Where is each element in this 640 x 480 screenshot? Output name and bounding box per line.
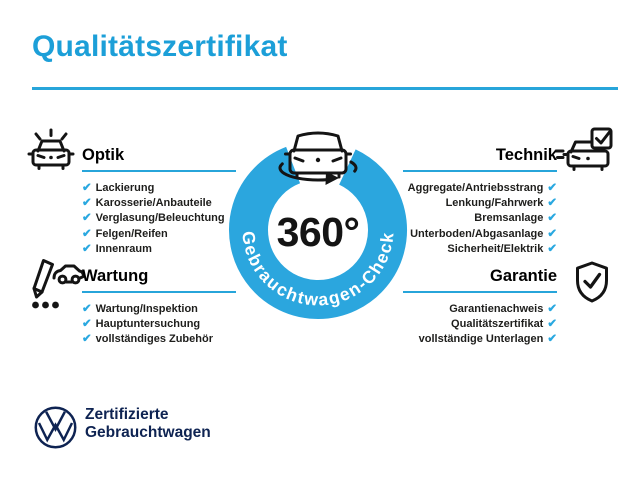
checklist-item-label: Unterboden/Abgasanlage: [410, 227, 544, 240]
degree-label: 360°: [276, 209, 360, 255]
check-icon: ✔: [547, 182, 557, 194]
checklist-item-label: Qualitätszertifikat: [451, 318, 544, 331]
vw-logo: [33, 405, 78, 450]
checklist-item-label: Lackierung: [95, 182, 155, 194]
optik-checklist: [82, 181, 236, 257]
checklist-item-label: vollständiges Zubehör: [95, 333, 213, 346]
section-technik-heading: Technik: [403, 146, 557, 172]
checklist-item: [82, 196, 236, 211]
checklist-item: [82, 211, 236, 226]
checklist-item-label: Lenkung/Fahrwerk: [445, 197, 544, 210]
checklist-item-label: Hauptuntersuchung: [95, 318, 201, 331]
check-icon: ✔: [82, 242, 92, 255]
brand-text-line2: Gebrauchtwagen: [85, 423, 211, 441]
checklist-item-label: vollständige Unterlagen: [418, 333, 544, 346]
section-technik: [403, 146, 557, 257]
check-icon: ✔: [547, 242, 557, 255]
checklist-item-label: Wartung/Inspektion: [95, 303, 198, 315]
check-icon: ✔: [82, 303, 92, 315]
section-optik-heading: Optik: [82, 146, 236, 172]
service-checklist-icon: [26, 256, 84, 316]
check-icon: ✔: [547, 333, 557, 346]
checklist-item: [82, 302, 236, 317]
checklist-item-label: Sicherheit/Elektrik: [447, 242, 544, 255]
checklist-item: [82, 332, 236, 347]
checklist-item: [403, 317, 557, 332]
checklist-item-label: Bremsanlage: [474, 212, 544, 225]
shield-check-icon: [573, 260, 611, 304]
checklist-item: [403, 302, 557, 317]
check-icon: ✔: [547, 318, 557, 331]
brand-text-line1: Zertifizierte: [85, 406, 169, 423]
ring-label: Gebrauchtwagen-Check: [238, 229, 398, 310]
wartung-checklist: [82, 302, 236, 348]
car-checkbox-icon: [554, 126, 614, 176]
check-icon: ✔: [547, 303, 557, 315]
car-360-icon: [280, 133, 356, 180]
check-icon: ✔: [547, 227, 557, 240]
checklist-item: [403, 242, 557, 257]
check-icon: ✔: [82, 212, 92, 225]
section-wartung: [82, 267, 236, 348]
section-wartung-heading: Wartung: [82, 267, 236, 293]
checklist-item-label: Garantienachweis: [449, 303, 544, 315]
checklist-item: [82, 242, 236, 257]
header-divider: [32, 87, 618, 90]
checklist-item: [82, 227, 236, 242]
garantie-checklist: [403, 302, 557, 348]
check-icon: ✔: [82, 182, 92, 194]
checklist-item: [403, 181, 557, 196]
checklist-item: [403, 196, 557, 211]
checklist-item-label: Innenraum: [95, 242, 152, 255]
check-icon: ✔: [547, 212, 557, 225]
check-icon: ✔: [82, 318, 92, 331]
360-check-ring: [220, 118, 420, 330]
check-icon: ✔: [82, 227, 92, 240]
checklist-item-label: Verglasung/Beleuchtung: [95, 212, 225, 225]
checklist-item: [403, 227, 557, 242]
section-garantie-heading: Garantie: [403, 267, 557, 293]
checklist-item-label: Aggregate/Antriebsstrang: [407, 182, 544, 194]
checklist-item: [403, 211, 557, 226]
check-icon: ✔: [547, 197, 557, 210]
brand-text: [85, 406, 211, 441]
checklist-item-label: Felgen/Reifen: [95, 227, 168, 240]
check-icon: ✔: [82, 333, 92, 346]
section-optik: [82, 146, 236, 257]
checklist-item-label: Karosserie/Anbauteile: [95, 197, 212, 210]
checklist-item: [403, 332, 557, 347]
check-icon: ✔: [82, 197, 92, 210]
checklist-item: [82, 317, 236, 332]
car-shine-icon: [26, 127, 76, 175]
checklist-item: [82, 181, 236, 196]
page-title: Qualitätszertifikat: [32, 30, 288, 63]
section-garantie: [403, 267, 557, 348]
technik-checklist: [403, 181, 557, 257]
